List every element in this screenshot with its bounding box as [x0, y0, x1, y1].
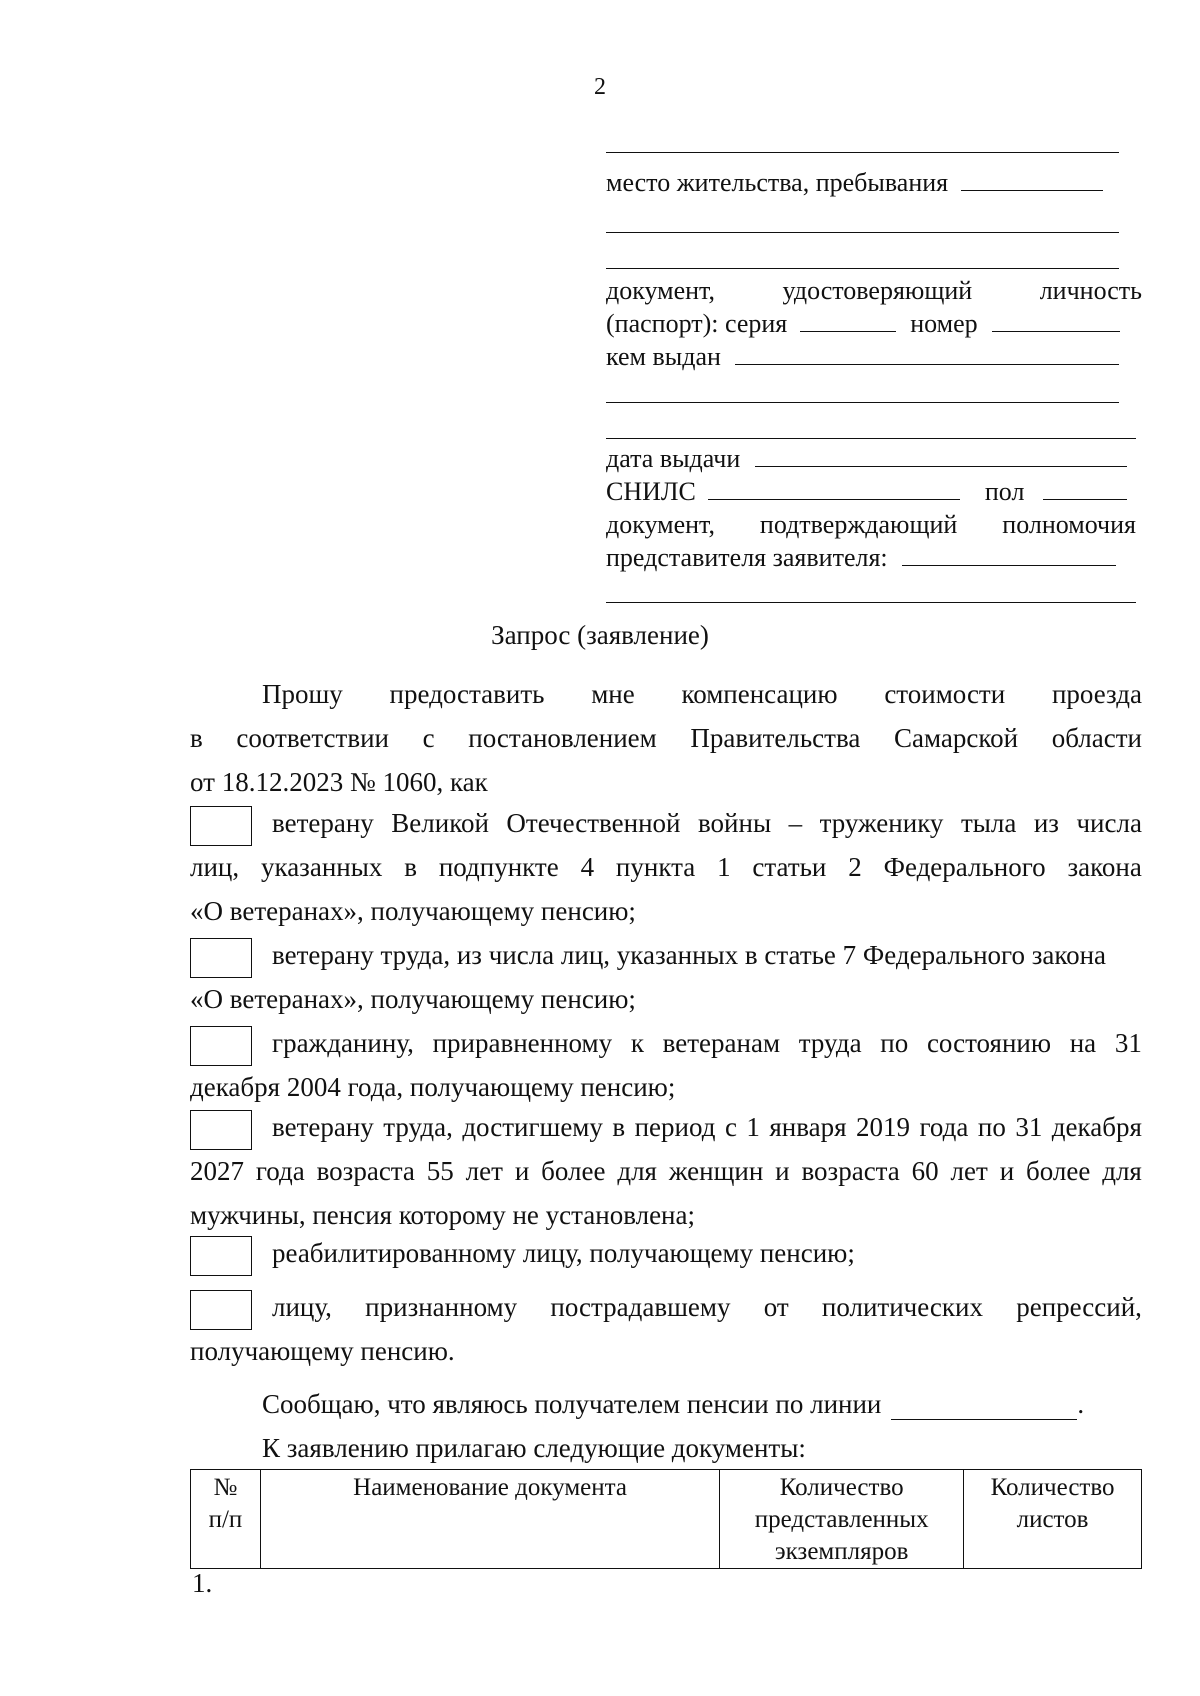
pension-line-end: .: [1077, 1389, 1085, 1419]
text-word: 31: [1015, 1112, 1043, 1142]
text-word: декабря: [1051, 1112, 1142, 1142]
text-word: труженику: [819, 808, 944, 838]
option-line: декабря 2004 года, получающему пенсию;: [190, 1072, 676, 1102]
pension-line-text: Сообщаю, что являюсь получателем пенсии по линии: [262, 1389, 882, 1419]
text-word: личность: [1039, 276, 1142, 305]
text-word: период: [634, 1112, 716, 1142]
page-number: 2: [594, 74, 606, 100]
text-word: с: [422, 723, 435, 753]
text-word: 31: [1114, 1028, 1142, 1058]
text-word: и: [514, 1156, 530, 1186]
text-word: политических: [821, 1292, 983, 1322]
text-word: Великой: [391, 808, 489, 838]
issue-date-label: дата выдачи: [606, 444, 741, 473]
text-word: пострадавшему: [550, 1292, 731, 1322]
table-header-row: [191, 1470, 1142, 1569]
snils-row: [606, 475, 1127, 508]
rep-doc-label-row: [606, 508, 1136, 541]
snils-field[interactable]: [708, 477, 960, 500]
header-line: листов: [1016, 1506, 1089, 1533]
documents-table: [190, 1469, 1142, 1569]
issue-date-field[interactable]: [755, 444, 1127, 467]
intro-line-1: [190, 666, 1142, 710]
sex-label: пол: [984, 477, 1025, 506]
text-word: к: [630, 1028, 644, 1058]
text-word: статьи: [752, 852, 827, 882]
option-checkbox[interactable]: [190, 1026, 252, 1066]
text-word: компенсацию: [681, 679, 838, 709]
option-line: реабилитированному лицу, получающему пенсию;: [272, 1238, 855, 1268]
passport-number-label: номер: [910, 309, 978, 338]
option-labor-veteran: [190, 932, 1142, 1018]
text-word: стоимости: [884, 679, 1006, 709]
text-word: Федерального: [883, 852, 1046, 882]
text-word: пункта: [615, 852, 696, 882]
blank-line[interactable]: [606, 602, 1136, 603]
text-word: лицу,: [272, 1292, 332, 1322]
text-word: в: [190, 723, 203, 753]
text-word: более: [1026, 1156, 1091, 1186]
option-line: «О ветеранах», получающему пенсию;: [190, 984, 636, 1014]
header-line: п/п: [208, 1506, 243, 1533]
residence-row: [606, 166, 1103, 199]
text-word: года: [919, 1112, 969, 1142]
text-word: подтверждающий: [759, 510, 958, 539]
text-word: проезда: [1051, 679, 1142, 709]
text-word: по: [880, 1028, 909, 1058]
text-word: Прошу: [262, 679, 343, 709]
text-word: 4: [580, 852, 595, 882]
request-title: Запрос (заявление): [491, 620, 709, 650]
text-word: состоянию: [926, 1028, 1052, 1058]
text-word: мне: [591, 679, 635, 709]
pension-type-field[interactable]: [891, 1397, 1077, 1420]
option-labor-veteran-age: [190, 1104, 1142, 1234]
text-word: документ,: [606, 276, 715, 305]
text-word: для: [1102, 1156, 1142, 1186]
sex-field[interactable]: [1043, 477, 1127, 500]
text-word: 2: [848, 852, 862, 882]
text-word: труда: [798, 1028, 862, 1058]
text-word: гражданину,: [272, 1028, 414, 1058]
id-doc-label-row: [606, 274, 1142, 307]
residence-field[interactable]: [961, 168, 1103, 191]
text-word: документ,: [606, 510, 715, 539]
text-word: Отечественной: [506, 808, 681, 838]
text-word: указанных: [260, 852, 383, 882]
option-line: [272, 1028, 1142, 1059]
header-line: Количество: [990, 1474, 1115, 1501]
option-line: мужчины, пенсия которому не установлена;: [190, 1200, 695, 1230]
text-word: в: [612, 1112, 626, 1142]
text-word: января: [769, 1112, 847, 1142]
text-word: с: [724, 1112, 737, 1142]
text-word: приравненному: [432, 1028, 613, 1058]
text-word: 55: [426, 1156, 454, 1186]
option-equated-labor-veteran: [190, 1020, 1142, 1106]
text-word: ветеранам: [662, 1028, 781, 1058]
text-word: от: [763, 1292, 789, 1322]
blank-line[interactable]: [606, 232, 1119, 233]
text-word: Самарской: [894, 723, 1019, 753]
text-word: области: [1051, 723, 1142, 753]
text-word: репрессий,: [1016, 1292, 1142, 1322]
text-word: ветерану: [272, 1112, 374, 1142]
rep-doc-field[interactable]: [902, 543, 1116, 566]
text-word: года: [255, 1156, 305, 1186]
text-word: достигшему: [462, 1112, 603, 1142]
header-line: представленных: [754, 1506, 929, 1533]
text-word: по: [977, 1112, 1006, 1142]
text-word: женщин: [668, 1156, 764, 1186]
pension-line: [262, 1376, 1142, 1420]
header-line: Наименование документа: [353, 1474, 627, 1501]
intro-line-3: от 18.12.2023 № 1060, как: [190, 767, 488, 797]
option-line: получающему пенсию.: [190, 1336, 455, 1366]
col-header-sheets: [964, 1470, 1142, 1569]
text-word: лет: [950, 1156, 988, 1186]
table-row-number: 1.: [192, 1568, 213, 1598]
col-header-copies: [720, 1470, 964, 1569]
attachments-paragraph: [262, 1420, 1142, 1464]
header-line: №: [213, 1474, 238, 1501]
text-word: постановлением: [468, 723, 657, 753]
text-word: подпункте: [438, 852, 559, 882]
text-word: 1: [746, 1112, 760, 1142]
text-word: для: [617, 1156, 657, 1186]
option-checkbox[interactable]: [190, 1110, 252, 1150]
option-checkbox[interactable]: [190, 1236, 252, 1276]
option-rehabilitated: [190, 1230, 1142, 1276]
issued-by-field[interactable]: [735, 342, 1119, 365]
option-checkbox[interactable]: [190, 806, 252, 846]
option-checkbox[interactable]: [190, 1290, 252, 1330]
rep-doc-label: представителя заявителя:: [606, 543, 888, 572]
option-line: [190, 852, 1142, 883]
text-word: возраста: [316, 1156, 415, 1186]
text-word: более: [541, 1156, 606, 1186]
option-line: [272, 1292, 1142, 1323]
header-line: экземпляров: [774, 1538, 909, 1565]
option-checkbox[interactable]: [190, 938, 252, 978]
option-wwii-home-front: [190, 800, 1142, 930]
text-word: закона: [1067, 852, 1142, 882]
option-line: «О ветеранах», получающему пенсию;: [190, 896, 636, 926]
passport-row: [606, 307, 1120, 340]
text-word: тыла: [960, 808, 1017, 838]
text-word: соответствии: [236, 723, 389, 753]
blank-line[interactable]: [606, 152, 1119, 153]
text-word: полномочия: [1002, 510, 1136, 539]
text-word: Правительства: [690, 723, 861, 753]
text-word: войны: [697, 808, 772, 838]
text-word: труда,: [383, 1112, 453, 1142]
text-word: признанному: [365, 1292, 518, 1322]
issued-by-row: [606, 340, 1119, 373]
text-word: и: [775, 1156, 790, 1186]
text-word: удостоверяющий: [782, 276, 973, 305]
text-word: возраста: [801, 1156, 900, 1186]
residence-label: место жительства, пребывания: [606, 168, 949, 197]
header-line: Количество: [779, 1474, 904, 1501]
text-word: числа: [1076, 808, 1142, 838]
option-line: ветерану труда, из числа лиц, указанных в статье 7 Федерального закона: [272, 940, 1107, 970]
text-word: на: [1069, 1028, 1097, 1058]
issued-by-label: кем выдан: [606, 342, 721, 371]
intro-line-2: [190, 710, 1142, 754]
blank-line[interactable]: [606, 402, 1119, 403]
attachments-intro: К заявлению прилагаю следующие документы:: [262, 1433, 806, 1463]
intro-paragraph: [190, 666, 1142, 798]
option-line: [272, 808, 1142, 839]
snils-label: СНИЛС: [606, 477, 696, 506]
pension-paragraph: [262, 1376, 1142, 1420]
blank-line[interactable]: [606, 438, 1136, 439]
option-line: [272, 1112, 1142, 1143]
passport-number-field[interactable]: [992, 309, 1120, 332]
text-word: в: [404, 852, 417, 882]
text-word: лет: [465, 1156, 503, 1186]
text-word: 2019: [856, 1112, 911, 1142]
option-political-repression: [190, 1284, 1142, 1370]
text-word: лиц,: [190, 852, 240, 882]
issue-date-row: [606, 442, 1127, 475]
text-word: 60: [911, 1156, 939, 1186]
text-word: 1: [717, 852, 731, 882]
blank-line[interactable]: [606, 268, 1119, 269]
col-header-number: [191, 1470, 261, 1569]
option-line: [190, 1156, 1142, 1187]
text-word: из: [1033, 808, 1059, 838]
text-word: –: [788, 808, 803, 838]
text-word: предоставить: [389, 679, 545, 709]
rep-doc-row: [606, 541, 1116, 574]
passport-series-label: (паспорт): серия: [606, 309, 788, 338]
text-word: 2027: [190, 1156, 244, 1186]
text-word: и: [999, 1156, 1015, 1186]
text-word: ветерану: [272, 808, 374, 838]
passport-series-field[interactable]: [800, 309, 896, 332]
col-header-document-name: [260, 1470, 719, 1569]
